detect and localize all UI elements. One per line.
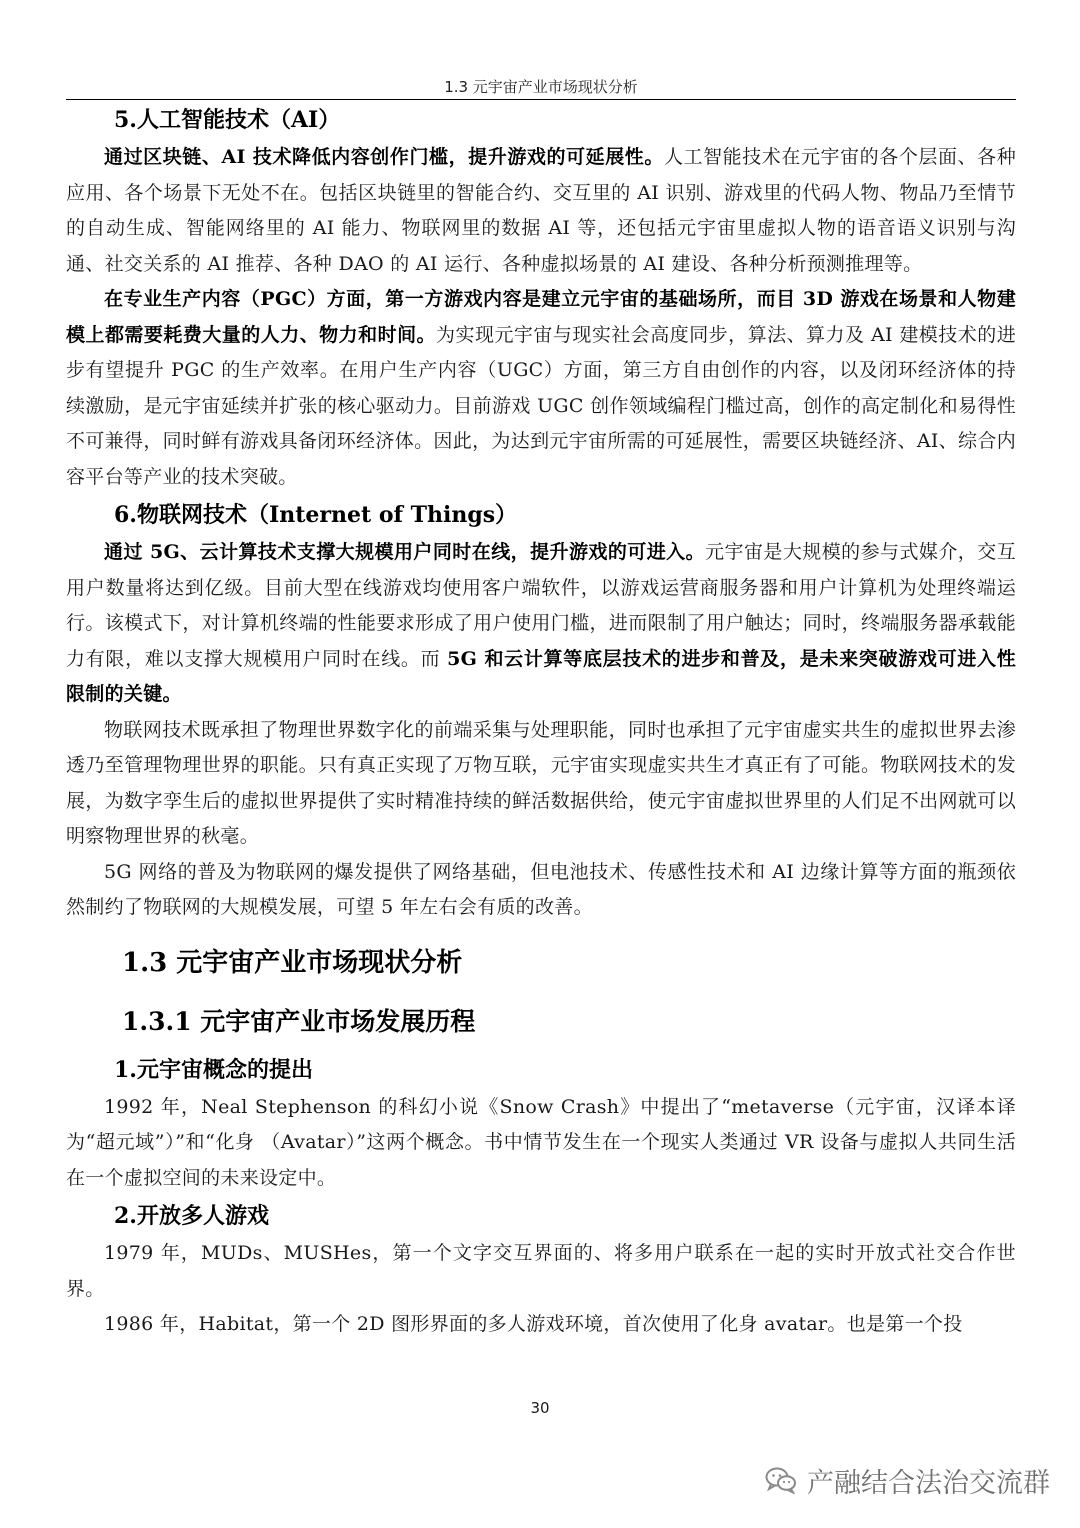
paragraph-iot-1 <box>66 535 1016 713</box>
running-header: 1.3 元宇宙产业市场现状分析 <box>444 78 638 96</box>
section-heading-games: 2.开放多人游戏 <box>114 1203 269 1229</box>
section-heading-ai: 5.人工智能技术（AI） <box>114 107 341 133</box>
paragraph-ai-1-body: 人工智能技术在元宇宙的各个层面、各种应用、各个场景下无处不在。包括区块链里的智能合约、交互里的 AI 识别、游戏里的代码人物、物品乃至情节的自动生成、智能网络里的 AI 能力、物联网里的数据 AI 等，还包括元宇宙里虚拟人物的语音语义识别与沟通、社交关系的 AI 推荐、各种 DAO 的 AI 运行、各种虚拟场景的 AI 建设、各种分析预测推理等。 <box>66 146 1017 275</box>
paragraph-iot-3: 5G 网络的普及为物联网的爆发提供了网络基础，但电池技术、传感性技术和 AI 边缘计算等方面的瓶颈依然制约了物联网的大规模发展，可望 5 年左右会有质的改善。 <box>66 860 1016 918</box>
paragraph-concept: 1992 年，Neal Stephenson 的科幻小说《Snow Crash》中提出了“metaverse（元宇宙，汉译本译为“超元域”）”和“化身 （Avatar）”这两个概念。书中情节发生在一个现实人类通过 VR 设备与虚拟人共同生活在一个虚拟空间的未来设定中。 <box>66 1095 1016 1189</box>
paragraph-ai-1-lead: 通过区块链、AI 技术降低内容创作门槛，提升游戏的可延展性。 <box>104 146 664 168</box>
page-content <box>66 100 1016 1343</box>
paragraph-ai-2-lead: 在专业生产内容（PGC）方面，第一方游戏内容是建立元宇宙的基础场所，而目 3D 游戏在场景和人物建模上都需要耗费大量的人力、物力和时间。 <box>66 288 1016 346</box>
paragraph-iot-1-body: 元宇宙是大规模的参与式媒介，交互用户数量将达到亿级。目前大型在线游戏均使用客户端软件，以游戏运营商服务器和用户计算机为处理终端运行。该模式下，对计算机终端的性能要求形成了用户使用门槛，进而限制了用户触达；同时，终端服务器承载能力有限，难以支撑大规模用户同时在线。而 <box>66 541 1016 670</box>
page-number: 30 <box>530 1399 550 1417</box>
paragraph-games-2: 1986 年，Habitat，第一个 2D 图形界面的多人游戏环境，首次使用了化身 avatar。也是第一个投 <box>104 1313 963 1335</box>
paragraph-ai-1 <box>66 140 1016 282</box>
paragraph-iot-1-emphasis: 5G 和云计算等底层技术的进步和普及，是未来突破游戏可进入性限制的关键。 <box>66 647 1017 705</box>
subsection-heading: 1.3.1 元宇宙产业市场发展历程 <box>122 1006 476 1036</box>
chapter-heading: 1.3 元宇宙产业市场现状分析 <box>122 947 463 978</box>
paragraph-iot-2: 物联网技术既承担了物理世界数字化的前端采集与处理职能，同时也承担了元宇宙虚实共生的虚拟世界去渗透乃至管理物理世界的职能。只有真正实现了万物互联，元宇宙实现虚实共生才真正有了可能。物联网技术的发展，为数字孪生后的虚拟世界提供了实时精准持续的鲜活数据供给，使元宇宙虚拟世界里的人们足不出网就可以明察物理世界的秋毫。 <box>66 718 1016 847</box>
paragraph-ai-2-body: 为实现元宇宙与现实社会高度同步，算法、算力及 AI 建模技术的进步有望提升 PGC 的生产效率。在用户生产内容（UGC）方面，第三方自由创作的内容，以及闭环经济体的持续激励，是元宇宙延续并扩张的核心驱动力。目前游戏 UGC 创作领域编程门槛过高，创作的高定制化和易得性不可兼得，同时鲜有游戏具备闭环经济体。因此，为达到元宇宙所需的可延展性，需要区块链经济、AI、综合内容平台等产业的技术突破。 <box>66 323 1016 488</box>
watermark-text: 产融结合法治交流群 <box>807 1467 1050 1499</box>
section-heading-iot: 6.物联网技术（Internet of Things） <box>114 502 518 528</box>
paragraph-ai-2 <box>66 282 1016 495</box>
wechat-icon <box>765 1466 797 1494</box>
watermark <box>765 1460 1050 1500</box>
paragraph-iot-1-lead: 通过 5G、云计算技术支撑大规模用户同时在线，提升游戏的可进入。 <box>104 541 706 563</box>
section-heading-concept: 1.元宇宙概念的提出 <box>114 1056 313 1083</box>
paragraph-games-1: 1979 年，MUDs、MUSHes，第一个文字交互界面的、将多用户联系在一起的实时开放式社交合作世界。 <box>66 1242 1016 1300</box>
